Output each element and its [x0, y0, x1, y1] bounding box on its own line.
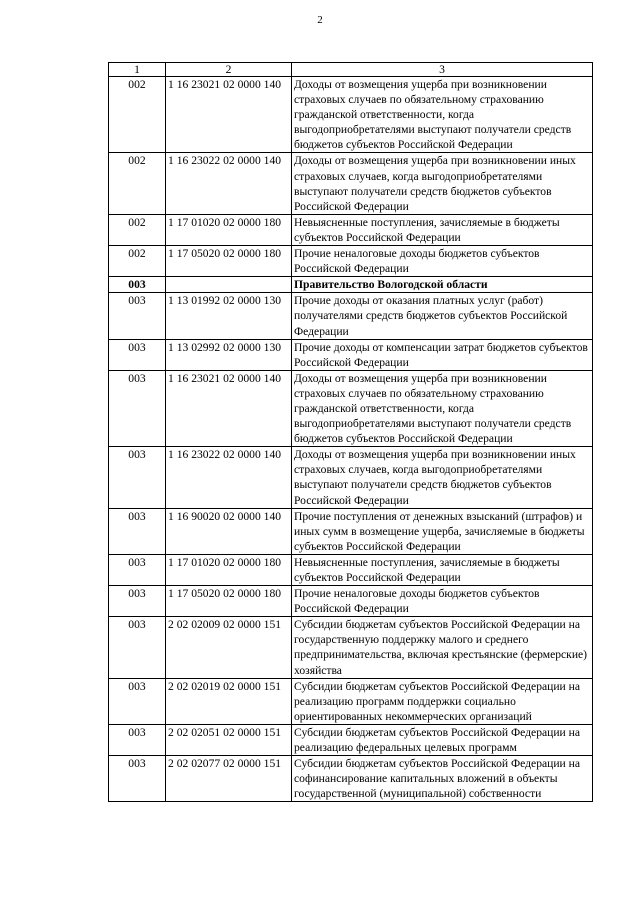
admin-code-cell: 003	[109, 370, 166, 446]
admin-code-cell: 003	[109, 586, 166, 617]
revenue-code-cell: 1 17 01020 02 0000 180	[166, 214, 292, 245]
revenue-code-cell: 2 02 02051 02 0000 151	[166, 724, 292, 755]
revenue-name-cell: Прочие неналоговые доходы бюджетов субъектов Российской Федерации	[292, 246, 593, 277]
table-row	[109, 724, 593, 755]
admin-code-cell: 003	[109, 508, 166, 554]
revenue-name-cell: Невыясненные поступления, зачисляемые в бюджеты субъектов Российской Федерации	[292, 554, 593, 585]
revenue-code-cell: 2 02 02019 02 0000 151	[166, 678, 292, 724]
revenue-name-cell: Субсидии бюджетам субъектов Российской Федерации на реализацию федеральных целевых программ	[292, 724, 593, 755]
revenue-name-cell: Прочие доходы от компенсации затрат бюджетов субъектов Российской Федерации	[292, 339, 593, 370]
revenue-code-cell: 1 17 05020 02 0000 180	[166, 586, 292, 617]
revenue-name-cell: Субсидии бюджетам субъектов Российской Федерации на реализацию программ поддержки социально ориентированных некоммерческих организаций	[292, 678, 593, 724]
group-header-row	[109, 277, 593, 293]
revenue-name-cell: Субсидии бюджетам субъектов Российской Федерации на софинансирование капитальных вложений в объекты государственной (муниципальной) собственности	[292, 756, 593, 802]
revenue-code-cell: 1 16 90020 02 0000 140	[166, 508, 292, 554]
revenue-name-cell: Доходы от возмещения ущерба при возникновении иных страховых случаев, когда выгодоприобретателями выступают получатели средств бюджетов субъектов Российской Федерации	[292, 447, 593, 508]
revenue-code-cell: 1 17 05020 02 0000 180	[166, 246, 292, 277]
table-body	[109, 77, 593, 802]
admin-code-cell: 003	[109, 447, 166, 508]
admin-code-cell: 003	[109, 554, 166, 585]
revenue-code-cell: 1 13 01992 02 0000 130	[166, 293, 292, 339]
page-number: 2	[317, 14, 323, 26]
admin-code-cell: 003	[109, 678, 166, 724]
table-row	[109, 617, 593, 678]
revenue-code-cell: 1 16 23022 02 0000 140	[166, 153, 292, 214]
table-row	[109, 447, 593, 508]
table-row	[109, 508, 593, 554]
revenue-codes-table	[108, 62, 593, 802]
admin-code-cell: 003	[109, 724, 166, 755]
admin-code-cell: 003	[109, 293, 166, 339]
admin-code-cell: 002	[109, 77, 166, 153]
admin-code-cell: 003	[109, 339, 166, 370]
admin-code-cell: 002	[109, 153, 166, 214]
admin-code-cell: 002	[109, 246, 166, 277]
table-row	[109, 293, 593, 339]
revenue-name-cell: Прочие неналоговые доходы бюджетов субъектов Российской Федерации	[292, 586, 593, 617]
header-col-2: 2	[166, 63, 292, 77]
admin-code-cell: 002	[109, 214, 166, 245]
header-row	[109, 63, 593, 77]
table-row	[109, 214, 593, 245]
revenue-code-cell: 1 16 23021 02 0000 140	[166, 77, 292, 153]
revenue-code-cell: 1 16 23022 02 0000 140	[166, 447, 292, 508]
table-row	[109, 246, 593, 277]
revenue-code-cell	[166, 277, 292, 293]
revenue-code-cell: 1 16 23021 02 0000 140	[166, 370, 292, 446]
revenue-code-cell: 1 17 01020 02 0000 180	[166, 554, 292, 585]
revenue-name-cell: Доходы от возмещения ущерба при возникновении страховых случаев по обязательному страхованию гражданской ответственности, когда выгодоприобретателями выступают получатели средств бюджетов субъектов Российской Федерации	[292, 370, 593, 446]
table-row	[109, 678, 593, 724]
table-row	[109, 586, 593, 617]
revenue-code-cell: 2 02 02077 02 0000 151	[166, 756, 292, 802]
table-row	[109, 77, 593, 153]
revenue-name-cell: Невыясненные поступления, зачисляемые в бюджеты субъектов Российской Федерации	[292, 214, 593, 245]
revenue-name-cell: Доходы от возмещения ущерба при возникновении иных страховых случаев, когда выгодоприобретателями выступают получатели средств бюджетов субъектов Российской Федерации	[292, 153, 593, 214]
revenue-name-cell: Правительство Вологодской области	[292, 277, 593, 293]
revenue-code-cell: 1 13 02992 02 0000 130	[166, 339, 292, 370]
revenue-name-cell: Доходы от возмещения ущерба при возникновении страховых случаев по обязательному страхованию гражданской ответственности, когда выгодоприобретателями выступают получатели средств бюджетов субъектов Российской Федерации	[292, 77, 593, 153]
table-row	[109, 153, 593, 214]
admin-code-cell: 003	[109, 617, 166, 678]
header-col-1: 1	[109, 63, 166, 77]
revenue-name-cell: Прочие поступления от денежных взысканий (штрафов) и иных сумм в возмещение ущерба, зачисляемые в бюджеты субъектов Российской Федерации	[292, 508, 593, 554]
admin-code-cell: 003	[109, 756, 166, 802]
revenue-name-cell: Прочие доходы от оказания платных услуг (работ) получателями средств бюджетов субъектов Российской Федерации	[292, 293, 593, 339]
table-row	[109, 370, 593, 446]
admin-code-cell: 003	[109, 277, 166, 293]
table-row	[109, 554, 593, 585]
header-col-3: 3	[292, 63, 593, 77]
table-row	[109, 339, 593, 370]
revenue-name-cell: Субсидии бюджетам субъектов Российской Федерации на государственную поддержку малого и среднего предпринимательства, включая крестьянские (фермерские) хозяйства	[292, 617, 593, 678]
revenue-code-cell: 2 02 02009 02 0000 151	[166, 617, 292, 678]
table-row	[109, 756, 593, 802]
